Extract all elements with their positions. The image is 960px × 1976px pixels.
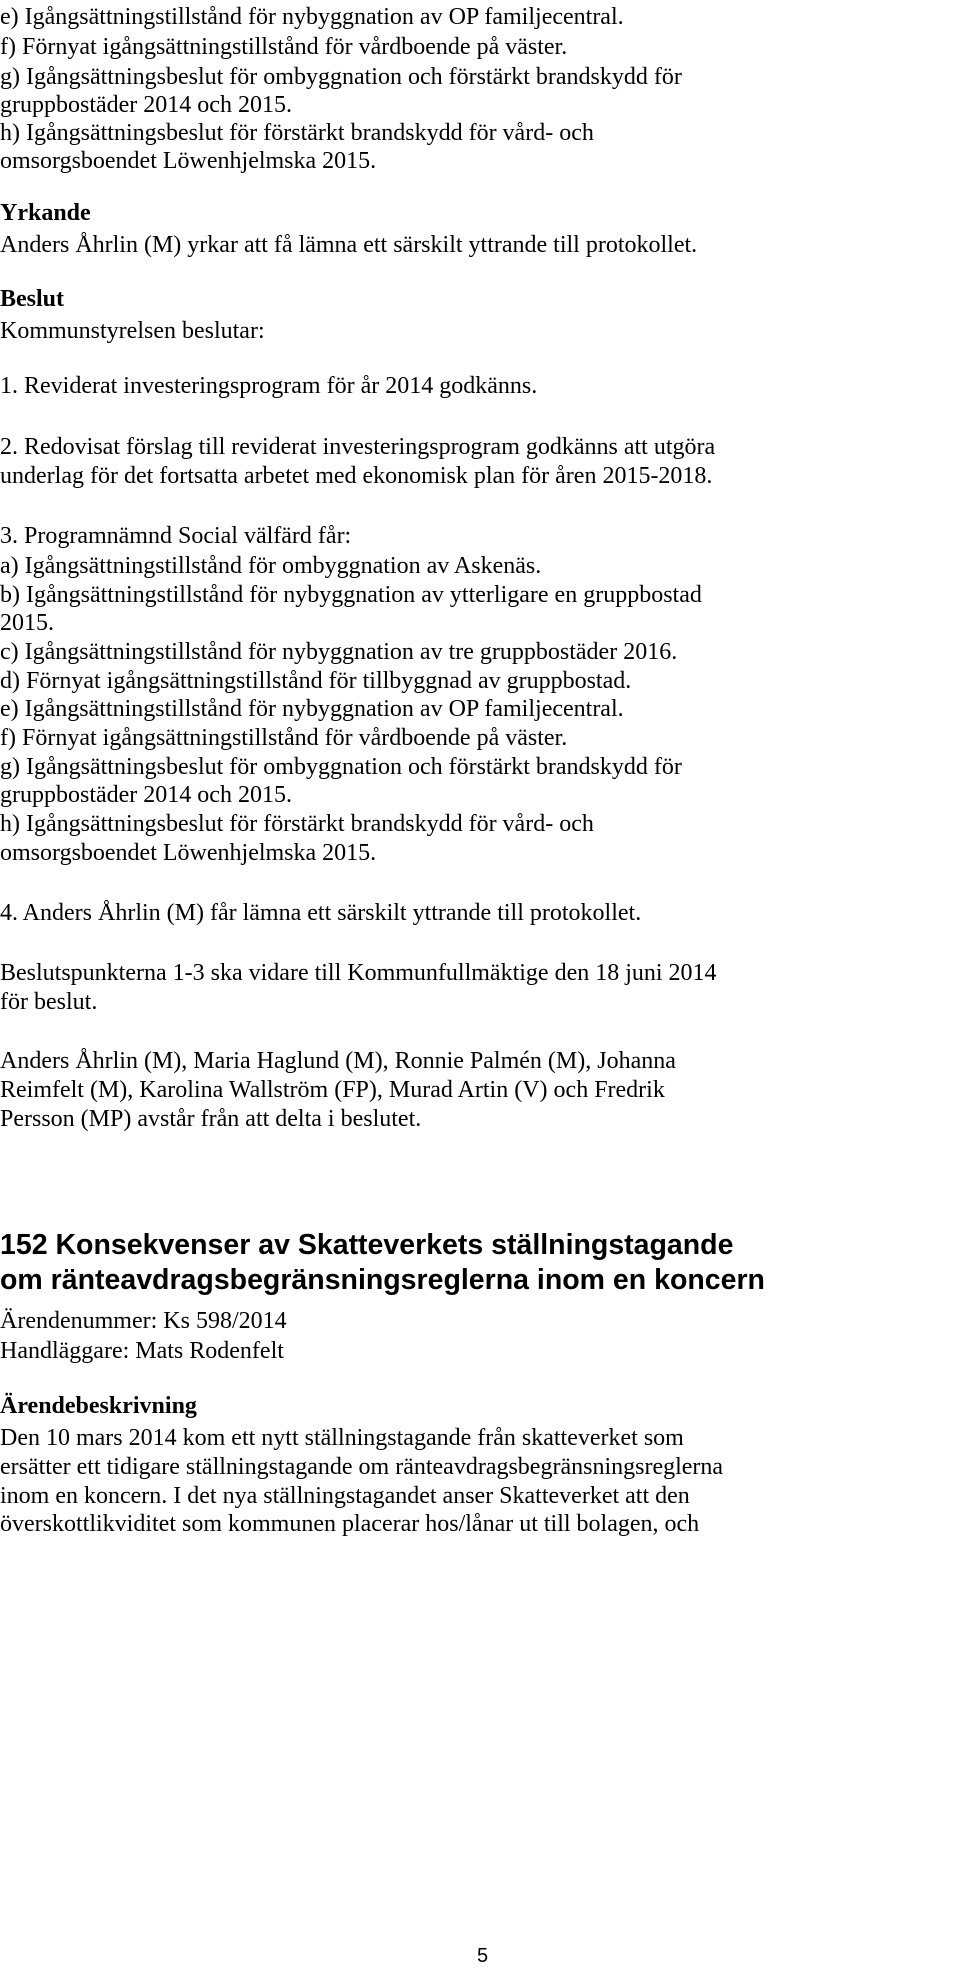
beslut-intro: Kommunstyrelsen beslutar: bbox=[0, 318, 265, 344]
page-number: 5 bbox=[477, 1945, 489, 1967]
beslut-point-2-line: 2. Redovisat förslag till reviderat investeringsprogram godkänns att utgöra bbox=[0, 434, 716, 460]
yrkande-heading: Yrkande bbox=[0, 200, 91, 226]
abstain-line: Reimfelt (M), Karolina Wallström (FP), Murad Artin (V) och Fredrik bbox=[0, 1077, 665, 1103]
beslut-heading: Beslut bbox=[0, 286, 65, 312]
section-title: 152 Konsekvenser av Skatteverkets ställningstagande bbox=[0, 1229, 734, 1261]
beslut-point-3-line: 2015. bbox=[0, 610, 54, 636]
beskrivning-line: ersätter ett tidigare ställningstagande om ränteavdragsbegränsningsreglerna bbox=[0, 1454, 724, 1480]
beskrivning-line: Den 10 mars 2014 kom ett nytt ställningstagande från skatteverket som bbox=[0, 1425, 684, 1451]
beslutspunkter-line: Beslutspunkterna 1-3 ska vidare till Kommunfullmäktige den 18 juni 2014 bbox=[0, 960, 717, 986]
beslut-point-3-line: omsorgsboendet Löwenhjelmska 2015. bbox=[0, 840, 377, 866]
beslut-point-4: 4. Anders Åhrlin (M) får lämna ett särskilt yttrande till protokollet. bbox=[0, 900, 642, 926]
beslut-point-3-line: f) Förnyat igångsättningstillstånd för vårdboende på väster. bbox=[0, 725, 568, 751]
decision-item-h-continued: omsorgsboendet Löwenhjelmska 2015. bbox=[0, 148, 377, 174]
beslut-point-3-line: d) Förnyat igångsättningstillstånd för tillbyggnad av gruppbostad. bbox=[0, 668, 632, 694]
beskrivning-line: inom en koncern. I det nya ställningstagandet anser Skatteverket att den bbox=[0, 1483, 690, 1509]
beslut-point-1: 1. Reviderat investeringsprogram för år 2014 godkänns. bbox=[0, 373, 538, 399]
beslut-point-3-line: c) Igångsättningstillstånd för nybyggnation av tre gruppbostäder 2016. bbox=[0, 639, 678, 665]
abstain-line: Anders Åhrlin (M), Maria Haglund (M), Ronnie Palmén (M), Johanna bbox=[0, 1048, 676, 1074]
beslut-point-3-line: b) Igångsättningstillstånd för nybyggnation av ytterligare en gruppbostad bbox=[0, 582, 702, 608]
decision-item-g-continued: gruppbostäder 2014 och 2015. bbox=[0, 92, 292, 118]
beslut-point-3-line: g) Igångsättningsbeslut för ombyggnation och förstärkt brandskydd för bbox=[0, 754, 682, 780]
beslut-point-3-line: e) Igångsättningstillstånd för nybyggnation av OP familjecentral. bbox=[0, 696, 624, 722]
beslut-point-3-line: gruppbostäder 2014 och 2015. bbox=[0, 782, 292, 808]
decision-item-g: g) Igångsättningsbeslut för ombyggnation och förstärkt brandskydd för bbox=[0, 64, 682, 90]
arendebeskrivning-heading: Ärendebeskrivning bbox=[0, 1393, 197, 1419]
handlaggare: Handläggare: Mats Rodenfelt bbox=[0, 1338, 284, 1364]
beslutspunkter-line: för beslut. bbox=[0, 989, 98, 1015]
arendenummer: Ärendenummer: Ks 598/2014 bbox=[0, 1308, 287, 1334]
decision-item-f: f) Förnyat igångsättningstillstånd för vårdboende på väster. bbox=[0, 34, 568, 60]
beskrivning-line: överskottlikviditet som kommunen placerar hos/lånar ut till bolagen, och bbox=[0, 1511, 700, 1537]
decision-item-h: h) Igångsättningsbeslut för förstärkt brandskydd för vård- och bbox=[0, 120, 594, 146]
yrkande-text: Anders Åhrlin (M) yrkar att få lämna ett särskilt yttrande till protokollet. bbox=[0, 232, 698, 258]
beslut-point-3-line: 3. Programnämnd Social välfärd får: bbox=[0, 523, 352, 549]
beslut-point-3-line: h) Igångsättningsbeslut för förstärkt brandskydd för vård- och bbox=[0, 811, 594, 837]
beslut-point-2-line: underlag för det fortsatta arbetet med ekonomisk plan för åren 2015-2018. bbox=[0, 463, 713, 489]
decision-item-e: e) Igångsättningstillstånd för nybyggnation av OP familjecentral. bbox=[0, 4, 624, 30]
abstain-line: Persson (MP) avstår från att delta i beslutet. bbox=[0, 1106, 422, 1132]
beslut-point-3-line: a) Igångsättningstillstånd för ombyggnation av Askenäs. bbox=[0, 553, 542, 579]
section-title-continued: om ränteavdragsbegränsningsreglerna inom en koncern bbox=[0, 1264, 765, 1296]
